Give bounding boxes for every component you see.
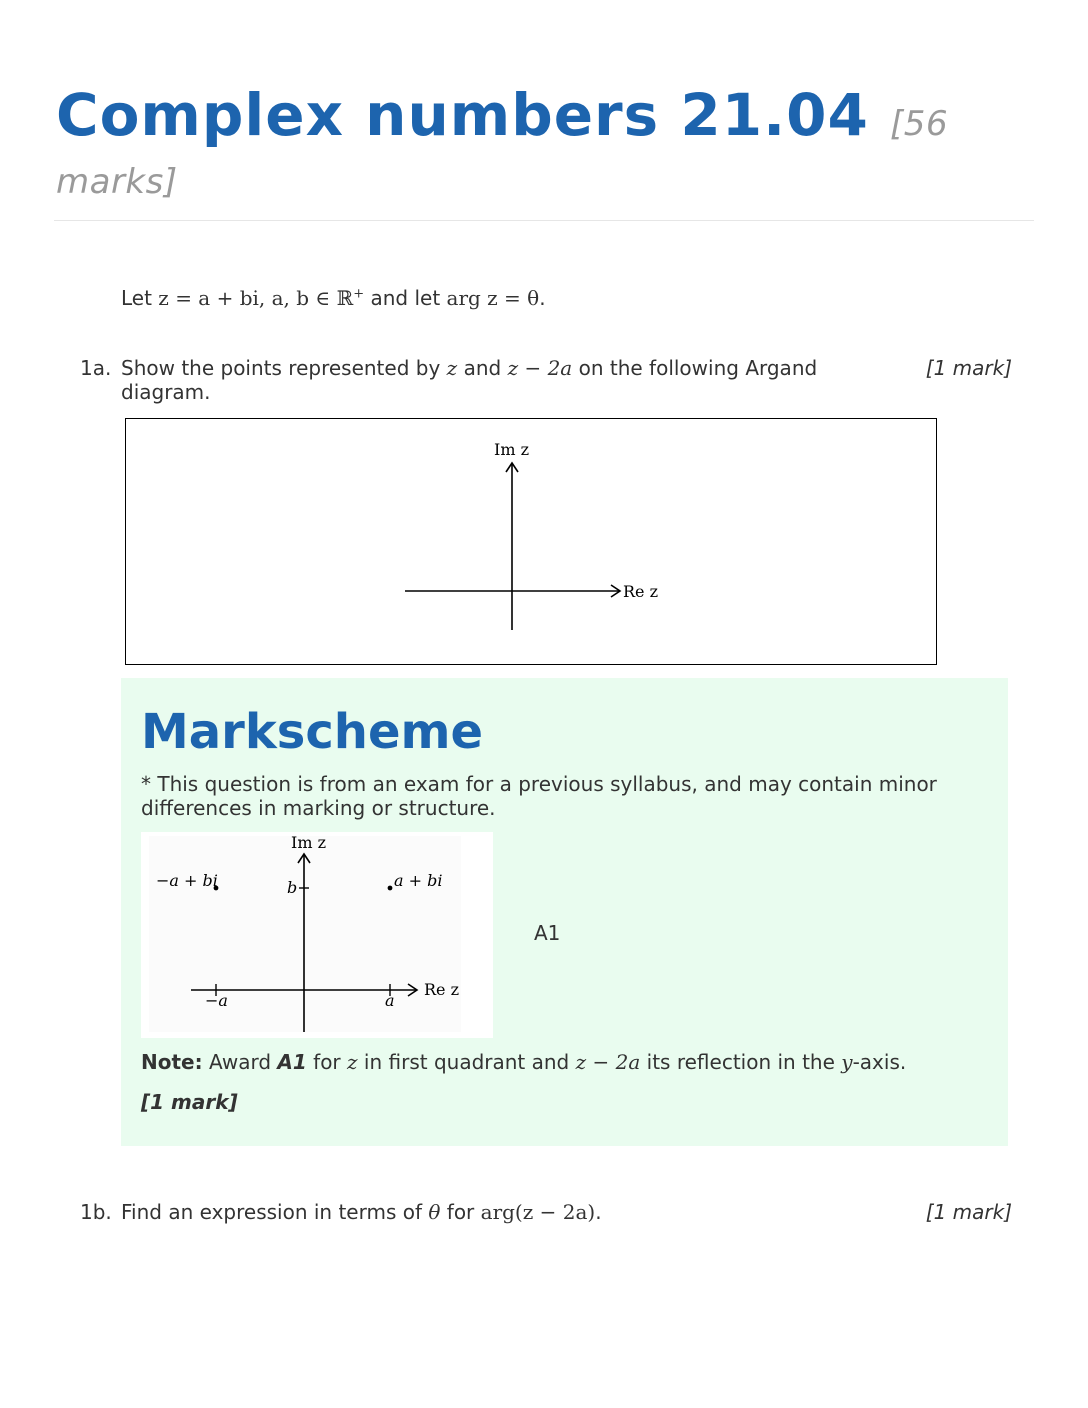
q-math: θ	[428, 1200, 441, 1224]
award-code: A1	[534, 921, 561, 945]
note-text: in first quadrant and	[363, 1050, 570, 1074]
q-math: z − 2a	[507, 356, 573, 380]
note-text: Award	[208, 1050, 272, 1074]
label-neg-a: −a	[205, 991, 228, 1010]
figure-background	[149, 836, 461, 1032]
title-text: Complex numbers 21.04	[56, 81, 869, 149]
question-text	[121, 1200, 891, 1224]
stem-superscript: +	[353, 286, 365, 302]
note-text: -axis.	[852, 1050, 907, 1074]
question-text	[121, 356, 891, 404]
ms-im-label: Im z	[291, 833, 327, 852]
note-text: for	[313, 1050, 341, 1074]
q-math: z	[446, 356, 458, 380]
question-stem	[121, 286, 546, 310]
q-text-part: .	[595, 1200, 602, 1224]
note-label: Note:	[141, 1050, 203, 1074]
markscheme-marks: [1 mark]	[141, 1090, 238, 1114]
stem-suffix: .	[539, 286, 546, 310]
note-math: z − 2a	[575, 1050, 641, 1074]
note-math: z	[347, 1050, 358, 1074]
label-a: a	[385, 991, 395, 1010]
stem-prefix: Let	[121, 286, 152, 310]
argand-diagram	[125, 418, 937, 665]
ms-re-label: Re z	[424, 980, 460, 999]
label-b: b	[287, 878, 298, 897]
total-marks: [56 marks]	[56, 104, 949, 202]
point-a-plus-bi	[388, 886, 393, 891]
im-axis-label: Im z	[494, 440, 530, 459]
markscheme-note	[141, 1050, 1001, 1074]
stem-middle: and let	[370, 286, 441, 310]
stem-equation-2: arg z = θ	[446, 286, 540, 310]
label-neg-a-plus-bi: −a + bi	[156, 871, 218, 890]
q-math: arg(z − 2a)	[480, 1200, 596, 1224]
q-text-part: and	[463, 356, 502, 380]
stem-eq1-text: z = a + bi, a, b ∈ ℝ	[158, 286, 354, 310]
note-math: y	[841, 1050, 853, 1074]
q-text-part: Show the points represented by	[121, 356, 441, 380]
q-text-part: for	[446, 1200, 475, 1224]
label-a-plus-bi: a + bi	[394, 871, 443, 890]
markscheme-figure-svg	[141, 832, 493, 1038]
argand-diagram-svg	[126, 419, 936, 664]
note-text: its reflection in the	[646, 1050, 835, 1074]
re-axis-label: Re z	[623, 582, 659, 601]
question-marks: [1 mark]	[925, 356, 1012, 380]
markscheme-figure	[141, 832, 493, 1038]
question-number: 1b.	[80, 1200, 112, 1224]
stem-equation-1	[158, 286, 364, 310]
q-text-part: on the following Argand diagram.	[121, 356, 818, 404]
q-text-part: Find an expression in terms of	[121, 1200, 423, 1224]
markscheme-panel	[121, 678, 1008, 1146]
note-award-code: A1	[277, 1050, 307, 1074]
title-divider	[54, 220, 1034, 221]
markscheme-heading: Markscheme	[141, 704, 484, 760]
syllabus-note: * This question is from an exam for a previous syllabus, and may contain minor differences in marking or structure.	[141, 772, 937, 820]
page-title	[56, 81, 986, 202]
question-number: 1a.	[80, 356, 112, 380]
question-marks: [1 mark]	[925, 1200, 1012, 1224]
